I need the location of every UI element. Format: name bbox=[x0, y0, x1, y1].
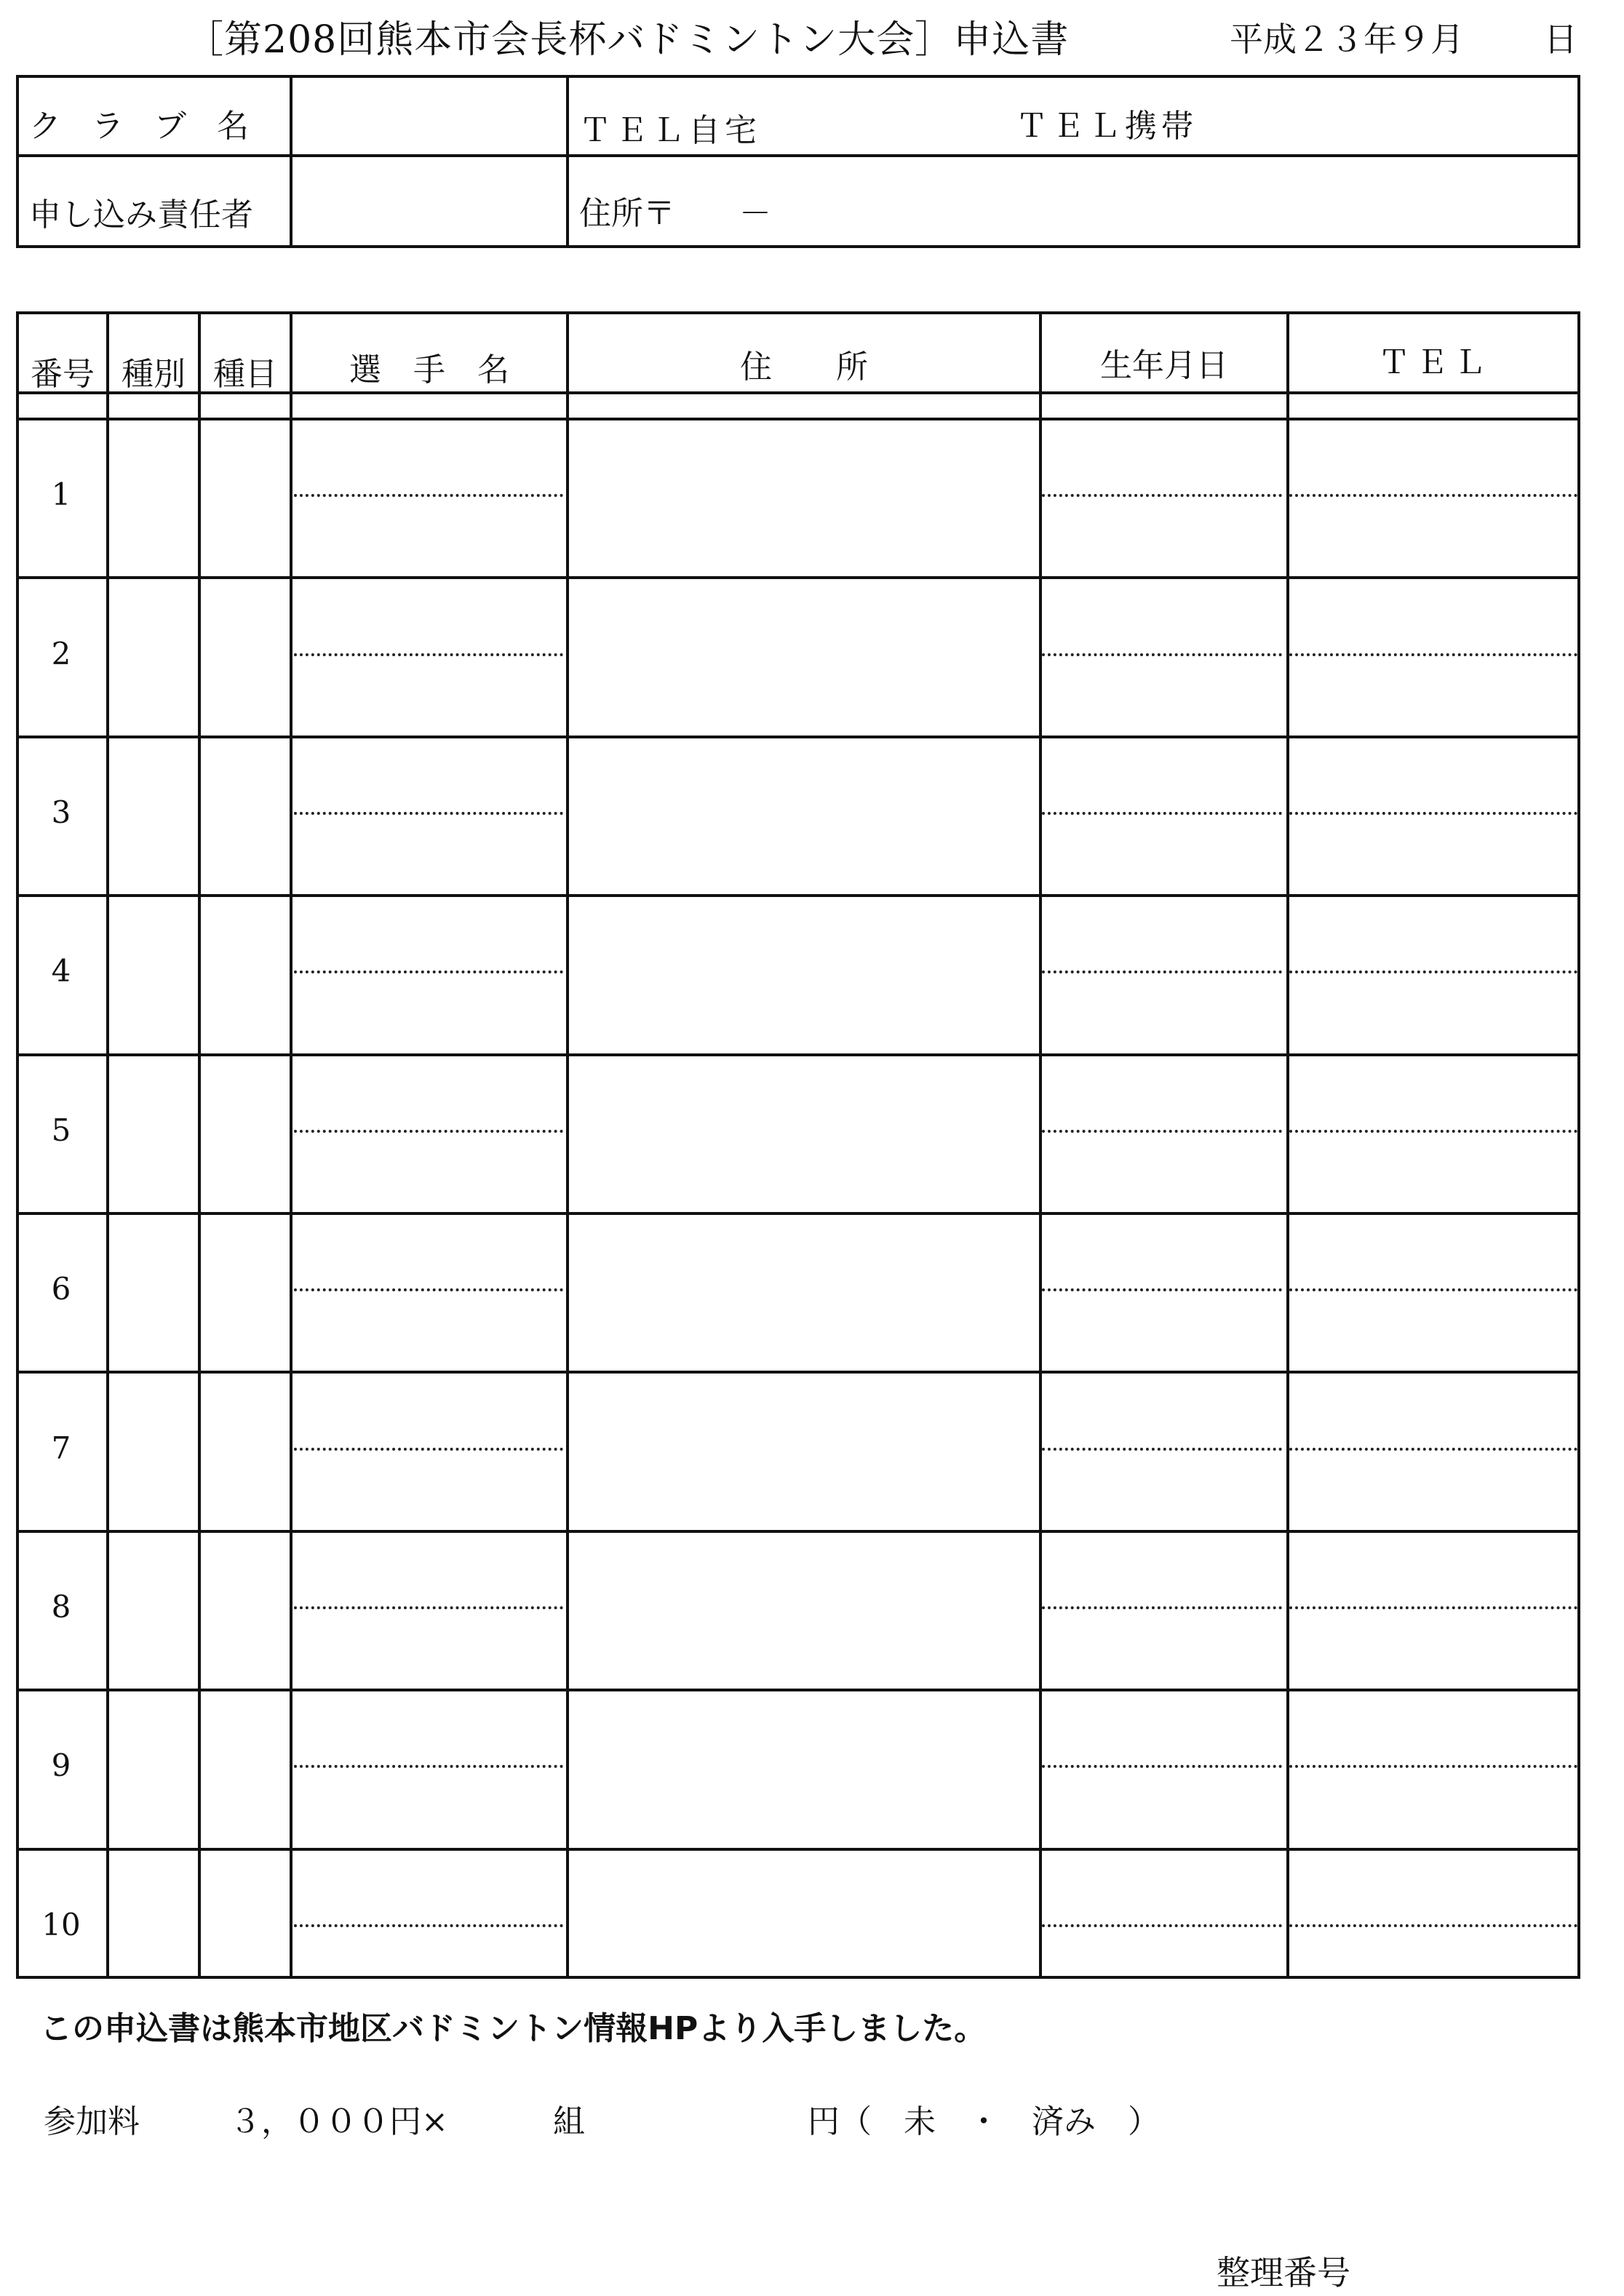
dotted-guide bbox=[1042, 1606, 1282, 1609]
row-number: 10 bbox=[41, 1906, 81, 1942]
source-notice: この申込書は熊本市地区バドミントン情報HPより入手しました。 bbox=[40, 2010, 987, 2047]
address-label: 住所〒 － bbox=[579, 195, 771, 232]
form-title: ［第208回熊本市会長杯バドミントン大会］申込書 bbox=[186, 18, 1070, 62]
player-name-cell[interactable] bbox=[294, 1058, 563, 1209]
row-number: 3 bbox=[51, 794, 71, 830]
fee-amount: ３，０００円× bbox=[229, 2103, 448, 2140]
player-name-cell[interactable] bbox=[294, 1375, 563, 1526]
player-name-cell[interactable] bbox=[294, 898, 563, 1050]
row-number: 8 bbox=[51, 1589, 71, 1625]
header-player-name: 選 手 名 bbox=[349, 351, 509, 388]
player-name-cell[interactable] bbox=[294, 1852, 563, 2004]
responsible-label: 申し込み責任者 bbox=[29, 196, 253, 234]
dotted-guide bbox=[1289, 970, 1577, 973]
player-name-cell[interactable] bbox=[294, 1534, 563, 1686]
col-divider bbox=[1286, 314, 1289, 1976]
player-table bbox=[16, 311, 1580, 1979]
row-divider bbox=[19, 418, 1577, 420]
dotted-guide bbox=[1289, 1448, 1577, 1451]
date-prefix: 平成２３年９月 bbox=[1230, 20, 1464, 59]
row-divider bbox=[19, 1530, 1577, 1533]
player-name-cell[interactable] bbox=[294, 581, 563, 732]
header-tel: ＴＥＬ bbox=[1378, 344, 1492, 381]
row-divider bbox=[19, 1371, 1577, 1374]
dotted-guide bbox=[1042, 1448, 1282, 1451]
player-name-cell[interactable] bbox=[294, 1693, 563, 1844]
date-day: 日 bbox=[1544, 20, 1577, 59]
form-date bbox=[1230, 13, 1577, 61]
col-divider bbox=[290, 314, 292, 1976]
header-address: 住 所 bbox=[740, 348, 868, 386]
responsible-field[interactable] bbox=[294, 158, 563, 245]
club-name-field[interactable] bbox=[294, 81, 563, 154]
header-event: 種目 bbox=[213, 356, 277, 393]
dotted-guide bbox=[1042, 1130, 1282, 1133]
dotted-guide bbox=[1289, 494, 1577, 497]
dotted-guide bbox=[1289, 1130, 1577, 1133]
dotted-guide bbox=[1289, 1288, 1577, 1291]
dotted-guide bbox=[1042, 1288, 1282, 1291]
row-divider bbox=[19, 1689, 1577, 1691]
row-number: 4 bbox=[51, 953, 71, 989]
fee-unit: 組 bbox=[553, 2103, 585, 2140]
row-divider bbox=[19, 1212, 1577, 1215]
dotted-guide bbox=[1042, 970, 1282, 973]
header-number: 番号 bbox=[31, 356, 95, 393]
col-divider bbox=[566, 314, 569, 1976]
player-name-cell[interactable] bbox=[294, 1216, 563, 1368]
row-number: 6 bbox=[51, 1271, 71, 1307]
tel-home-label: ＴＥＬ自宅 bbox=[579, 112, 761, 149]
club-name-label: ク ラ ブ 名 bbox=[29, 108, 259, 145]
dotted-guide bbox=[1289, 1924, 1577, 1927]
dotted-guide bbox=[1042, 1765, 1282, 1768]
dotted-guide bbox=[1289, 1765, 1577, 1768]
row-divider bbox=[19, 894, 1577, 897]
header-birthdate: 生年月日 bbox=[1100, 347, 1228, 384]
fee-yen: 円（ 未 ・ 済み ） bbox=[808, 2103, 1160, 2140]
col-divider bbox=[106, 314, 109, 1976]
dotted-guide bbox=[1289, 1606, 1577, 1609]
dotted-guide bbox=[1289, 812, 1577, 815]
tel-mobile-label: ＴＥＬ携帯 bbox=[1016, 108, 1198, 145]
dotted-guide bbox=[1042, 653, 1282, 656]
row-number: 9 bbox=[51, 1747, 71, 1784]
row-divider bbox=[19, 736, 1577, 738]
col-divider bbox=[198, 314, 201, 1976]
row-divider bbox=[19, 1053, 1577, 1056]
reference-number-label: 整理番号 bbox=[1217, 2253, 1350, 2292]
header-category: 種別 bbox=[122, 356, 186, 393]
fee-label: 参加料 bbox=[44, 2103, 140, 2140]
row-number: 2 bbox=[51, 635, 71, 671]
club-divider-1 bbox=[290, 78, 292, 245]
dotted-guide bbox=[1042, 812, 1282, 815]
dotted-guide bbox=[1042, 1924, 1282, 1927]
row-number: 5 bbox=[51, 1112, 71, 1148]
row-divider bbox=[19, 576, 1577, 579]
player-name-cell[interactable] bbox=[294, 740, 563, 891]
player-name-cell[interactable] bbox=[294, 422, 563, 573]
row-divider bbox=[19, 1848, 1577, 1851]
dotted-guide bbox=[1042, 494, 1282, 497]
col-divider bbox=[1039, 314, 1042, 1976]
row-number: 1 bbox=[51, 477, 71, 513]
row-number: 7 bbox=[51, 1430, 71, 1466]
club-divider-2 bbox=[566, 78, 569, 245]
dotted-guide bbox=[1289, 653, 1577, 656]
club-row-divider bbox=[19, 154, 1577, 157]
club-info-table bbox=[16, 75, 1580, 248]
